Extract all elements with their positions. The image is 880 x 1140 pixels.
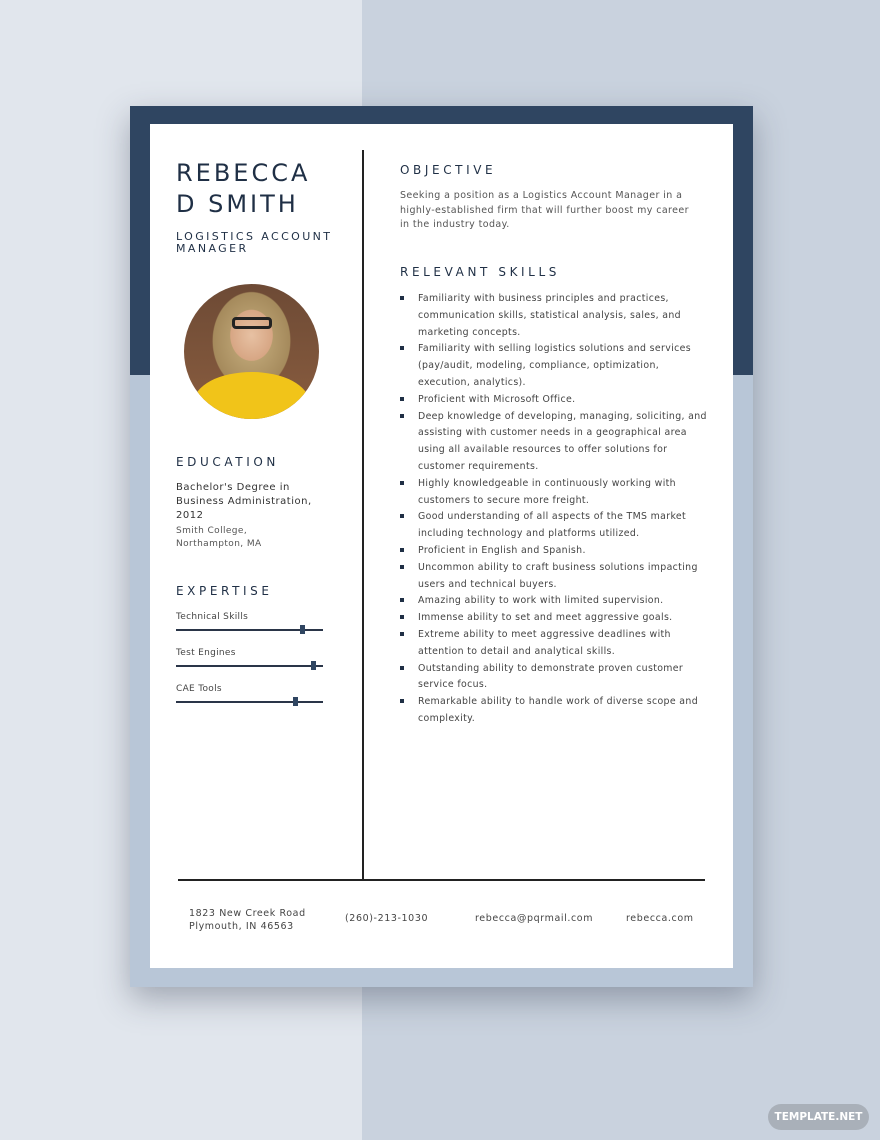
job-title: LOGISTICS ACCOUNT MANAGER <box>176 230 333 255</box>
expertise-heading: EXPERTISE <box>176 584 273 598</box>
footer-divider <box>178 879 705 881</box>
footer-phone: (260)-213-1030 <box>345 913 429 924</box>
template-watermark: TEMPLATE.NET <box>768 1104 869 1130</box>
footer-email[interactable]: rebecca@pqrmail.com <box>475 913 594 924</box>
expertise-marker <box>293 697 298 706</box>
expertise-item <box>176 648 323 672</box>
skill-item: Remarkable ability to handle work of diverse scope and complexity. <box>400 694 710 728</box>
degree: Bachelor's Degree in Business Administration, 2012 <box>176 482 312 521</box>
expertise-track <box>176 665 323 667</box>
candidate-name: REBECCA D SMITH <box>176 159 311 218</box>
education-heading: EDUCATION <box>176 455 279 469</box>
skill-item: Proficient with Microsoft Office. <box>400 392 710 409</box>
expertise-item <box>176 684 323 708</box>
expertise-label: CAE Tools <box>176 684 222 694</box>
objective-text: Seeking a position as a Logistics Account Manager in a highly-established firm that will further boost my career in the industry today. <box>400 190 689 231</box>
skill-item: Extreme ability to meet aggressive deadlines with attention to detail and analytical skills. <box>400 627 710 661</box>
skills-heading: RELEVANT SKILLS <box>400 265 560 279</box>
footer-website[interactable]: rebecca.com <box>626 913 694 924</box>
skill-item: Outstanding ability to demonstrate proven customer service focus. <box>400 661 710 695</box>
footer-address: 1823 New Creek Road Plymouth, IN 46563 <box>189 908 306 932</box>
skill-item: Proficient in English and Spanish. <box>400 543 710 560</box>
skill-item: Uncommon ability to craft business solutions impacting users and technical buyers. <box>400 560 710 594</box>
skill-item: Immense ability to set and meet aggressive goals. <box>400 610 710 627</box>
expertise-marker <box>300 625 305 634</box>
skill-item: Familiarity with selling logistics solutions and services (pay/audit, modeling, compliance, optimization, execution, analytics). <box>400 341 710 391</box>
school: Smith College, Northampton, MA <box>176 526 262 549</box>
skill-item: Highly knowledgeable in continuously working with customers to secure more freight. <box>400 476 710 510</box>
column-divider <box>362 150 364 880</box>
skill-item: Good understanding of all aspects of the TMS market including technology and platforms utilized. <box>400 509 710 543</box>
skill-item: Deep knowledge of developing, managing, soliciting, and assisting with customer needs in a geographical area using all available resources to offer solutions for customer requirements. <box>400 409 710 476</box>
expertise-marker <box>311 661 316 670</box>
skills-list <box>400 291 710 728</box>
expertise-label: Technical Skills <box>176 612 249 622</box>
skill-item: Familiarity with business principles and practices, communication skills, statistical analysis, sales, and marketing concepts. <box>400 291 710 341</box>
expertise-item <box>176 612 323 636</box>
expertise-label: Test Engines <box>176 648 236 658</box>
skill-item: Amazing ability to work with limited supervision. <box>400 593 710 610</box>
profile-photo <box>184 284 319 419</box>
expertise-track <box>176 701 323 703</box>
objective-heading: OBJECTIVE <box>400 163 497 177</box>
